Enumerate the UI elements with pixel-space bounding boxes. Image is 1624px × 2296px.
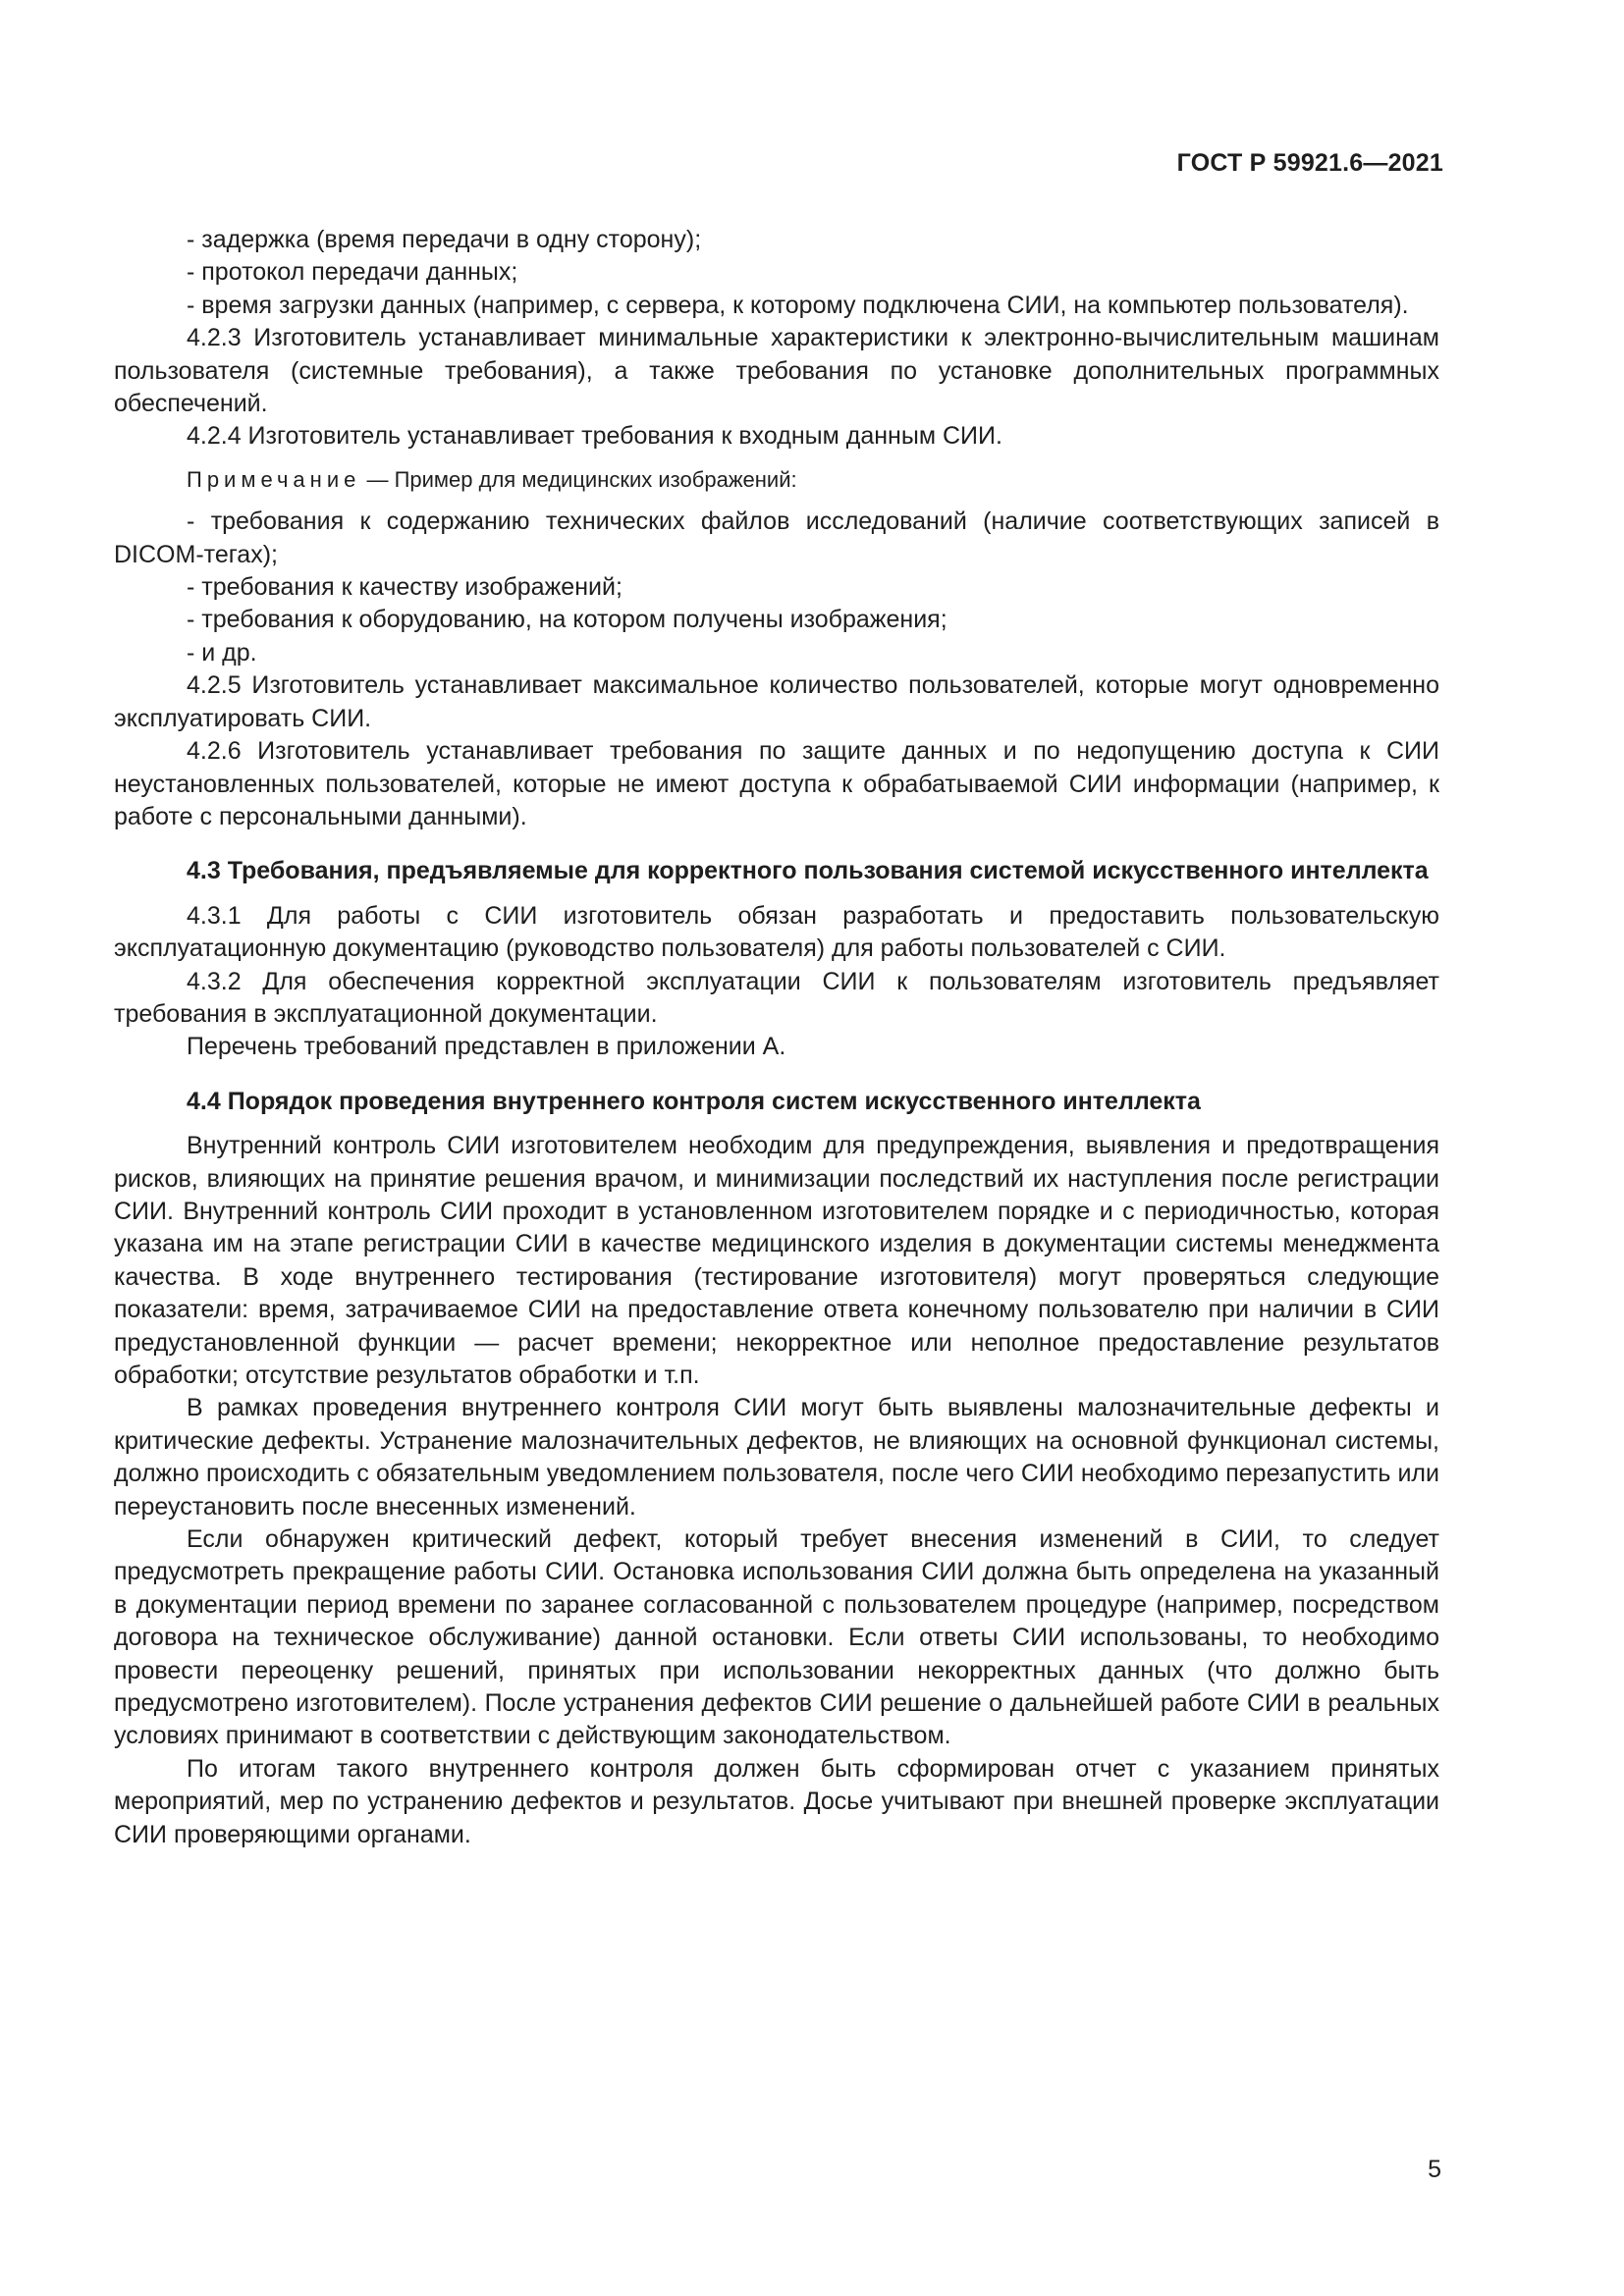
list-item: - протокол передачи данных;: [187, 258, 518, 287]
document-body: [114, 224, 1439, 1851]
list-item: - требования к оборудованию, на котором получены изображения;: [187, 606, 947, 634]
paragraph: В рамках проведения внутреннего контроля СИИ могут быть выявлены малозначительные дефекты и критические дефекты. Устранение малозначительных дефектов, не влияющих на основной функционал системы, должно происходить с обязательным уведомлением пользователя, после чего СИИ необходимо перезапустить или переустановить после внесенных изменений.: [114, 1394, 1439, 1521]
note-label: Примечание: [187, 466, 361, 492]
list-item: - задержка (время передачи в одну сторону);: [187, 226, 702, 253]
list-item: - требования к качеству изображений;: [187, 573, 623, 602]
section-heading-4-3: 4.3 Требования, предъявляемые для корректного пользования системой искусственного интеллекта: [187, 857, 1429, 885]
paragraph: Если обнаружен критический дефект, который требует внесения изменений в СИИ, то следует предусмотреть прекращение работы СИИ. Остановка использования СИИ должна быть определена на указанный в документации период времени по заранее согласованной с пользователем процедуре (например, посредством договора на техническое обслуживание) данной остановки. Если ответы СИИ использованы, то необходимо провести переоценку решений, принятых при использовании некорректных данных (что должно быть предусмотрено изготовителем). После устранения дефектов СИИ решение о дальнейшей работе СИИ в реальных условиях принимают в соответствии с действующим законодательством.: [114, 1525, 1439, 1750]
page-number: 5: [1428, 2156, 1441, 2183]
section-heading-4-4: 4.4 Порядок проведения внутреннего контроля систем искусственного интеллекта: [187, 1087, 1201, 1115]
paragraph-4-2-3: 4.2.3 Изготовитель устанавливает минимальные характеристики к электронно-вычислительным машинам пользователя (системные требования), а также требования по установке дополнительных программных обеспечений.: [114, 324, 1439, 418]
paragraph-4-2-4: 4.2.4 Изготовитель устанавливает требования к входным данным СИИ.: [187, 422, 1002, 451]
paragraph: По итогам такого внутреннего контроля должен быть сформирован отчет с указанием принятых мероприятий, мер по устранению дефектов и результатов. Досье учитывают при внешней проверке эксплуатации СИИ проверяющими органами.: [114, 1754, 1439, 1848]
paragraph: Перечень требований представлен в приложении А.: [187, 1033, 786, 1061]
paragraph-4-2-5: 4.2.5 Изготовитель устанавливает максимальное количество пользователей, которые могут одновременно эксплуатировать СИИ.: [114, 671, 1439, 732]
list-item: - требования к содержанию технических файлов исследований (наличие соответствующих записей в DICOM-тегах);: [114, 507, 1439, 568]
paragraph-4-3-2: 4.3.2 Для обеспечения корректной эксплуатации СИИ к пользователям изготовитель предъявляет требования в эксплуатационной документации.: [114, 967, 1439, 1028]
document-code-header: ГОСТ Р 59921.6—2021: [1176, 149, 1443, 177]
list-item: - время загрузки данных (например, с сервера, к которому подключена СИИ, на компьютер пользователя).: [187, 291, 1409, 319]
note: [114, 463, 1439, 496]
paragraph-4-3-1: 4.3.1 Для работы с СИИ изготовитель обязан разработать и предоставить пользовательскую эксплуатационную документацию (руководство пользователя) для работы пользователей с СИИ.: [114, 901, 1439, 963]
note-text: — Пример для медицинских изображений:: [360, 466, 797, 492]
paragraph: Внутренний контроль СИИ изготовителем необходим для предупреждения, выявления и предотвращения рисков, влияющих на принятие решения врачом, и минимизации последствий их наступления после регистрации СИИ. Внутренний контроль СИИ проходит в установленном изготовителем порядке и с периодичностью, которая указана им на этапе регистрации СИИ в качестве медицинского изделия в документации системы менеджмента качества. В ходе внутреннего тестирования (тестирование изготовителя) могут проверяться следующие показатели: время, затрачиваемое СИИ на предоставление ответа конечному пользователю при наличии в СИИ предустановленной функции — расчет времени; некорректное или неполное предоставление результатов обработки; отсутствие результатов обработки и т.п.: [114, 1132, 1439, 1389]
paragraph-4-2-6: 4.2.6 Изготовитель устанавливает требования по защите данных и по недопущению доступа к СИИ неустановленных пользователей, которые не имеют доступа к обрабатываемой СИИ информации (например, к работе с персональными данными).: [114, 737, 1439, 830]
list-item: - и др.: [187, 638, 257, 667]
